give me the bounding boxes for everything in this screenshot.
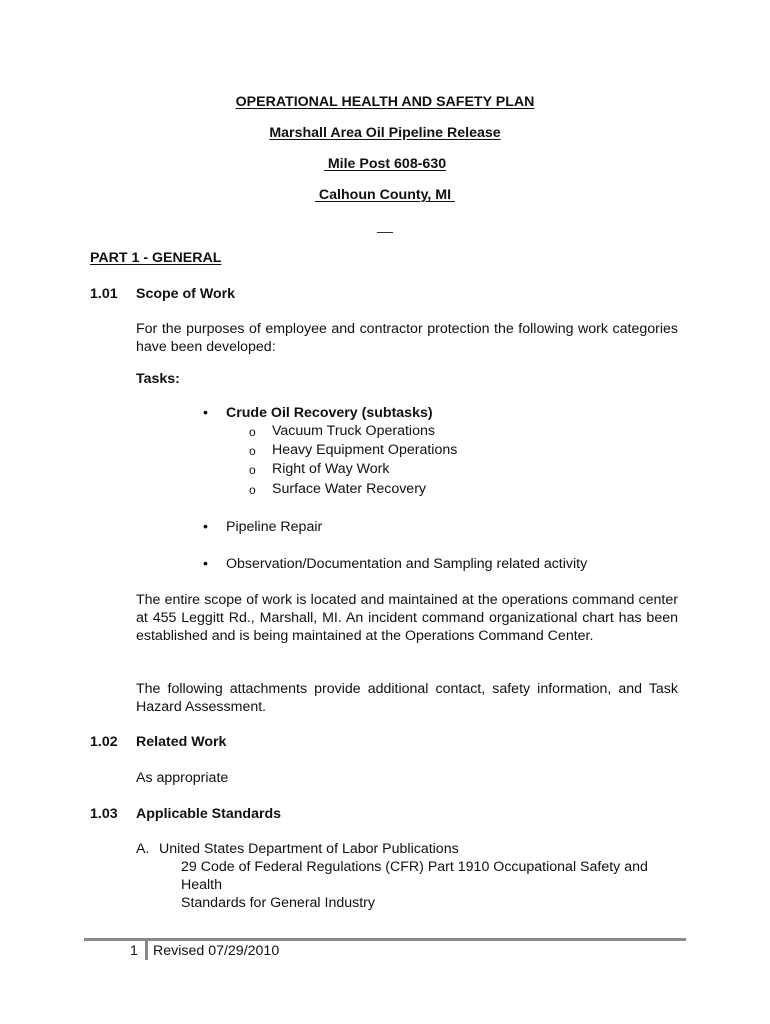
mile-post: Mile Post 608-630	[323, 156, 447, 172]
sub-bullet-icon: o	[249, 425, 256, 439]
task-label: Pipeline Repair	[226, 519, 323, 535]
standard-detail-line: Standards for General Industry	[181, 895, 375, 911]
document-title: OPERATIONAL HEALTH AND SAFETY PLAN	[235, 94, 535, 110]
sub-bullet-icon: o	[249, 444, 256, 458]
standard-detail-line: Health	[181, 877, 223, 893]
standard-detail-line: 29 Code of Federal Regulations (CFR) Part 1910 Occupational Safety and	[181, 859, 648, 875]
revision-date: Revised 07/29/2010	[153, 943, 280, 959]
part-heading: PART 1 - GENERAL	[90, 250, 222, 266]
bullet-icon: •	[203, 519, 208, 535]
footer-separator	[145, 941, 148, 960]
subtask-label: Heavy Equipment Operations	[272, 442, 458, 458]
standard-item-text: United States Department of Labor Publications	[159, 841, 459, 857]
related-work-body: As appropriate	[136, 770, 229, 786]
subtask-label: Right of Way Work	[272, 461, 390, 477]
subtask-label: Vacuum Truck Operations	[272, 423, 435, 439]
task-label: Crude Oil Recovery (subtasks)	[226, 405, 433, 421]
section-title-scope-of-work: Scope of Work	[136, 286, 236, 302]
document-subtitle: Marshall Area Oil Pipeline Release	[269, 125, 501, 141]
task-label: Observation/Documentation and Sampling related activity	[226, 556, 588, 572]
sub-bullet-icon: o	[249, 483, 256, 497]
tasks-label: Tasks:	[136, 371, 180, 387]
section-title-related-work: Related Work	[136, 734, 227, 750]
location: Calhoun County, MI	[314, 187, 456, 203]
header-dash: __	[377, 218, 393, 234]
scope-intro-paragraph: For the purposes of employee and contractor protection the following work categories have been developed:	[136, 321, 678, 355]
section-title-applicable-standards: Applicable Standards	[136, 806, 282, 822]
standard-item-letter: A.	[136, 841, 150, 857]
bullet-icon: •	[203, 405, 208, 421]
page-number: 1	[130, 943, 138, 959]
section-number-1-02: 1.02	[90, 734, 118, 750]
scope-paragraph-command-center: The entire scope of work is located and maintained at the operations command center at 455 Leggitt Rd., Marshall, MI. An incident command organizational chart has been established and is being maintained at the Operations Command Center.	[136, 592, 678, 644]
section-number-1-03: 1.03	[90, 806, 118, 822]
sub-bullet-icon: o	[249, 463, 256, 477]
bullet-icon: •	[203, 556, 208, 572]
scope-paragraph-attachments: The following attachments provide additional contact, safety information, and Task Hazard Assessment.	[136, 681, 678, 715]
section-number-1-01: 1.01	[90, 286, 118, 302]
subtask-label: Surface Water Recovery	[272, 481, 427, 497]
footer-rule	[84, 938, 686, 941]
